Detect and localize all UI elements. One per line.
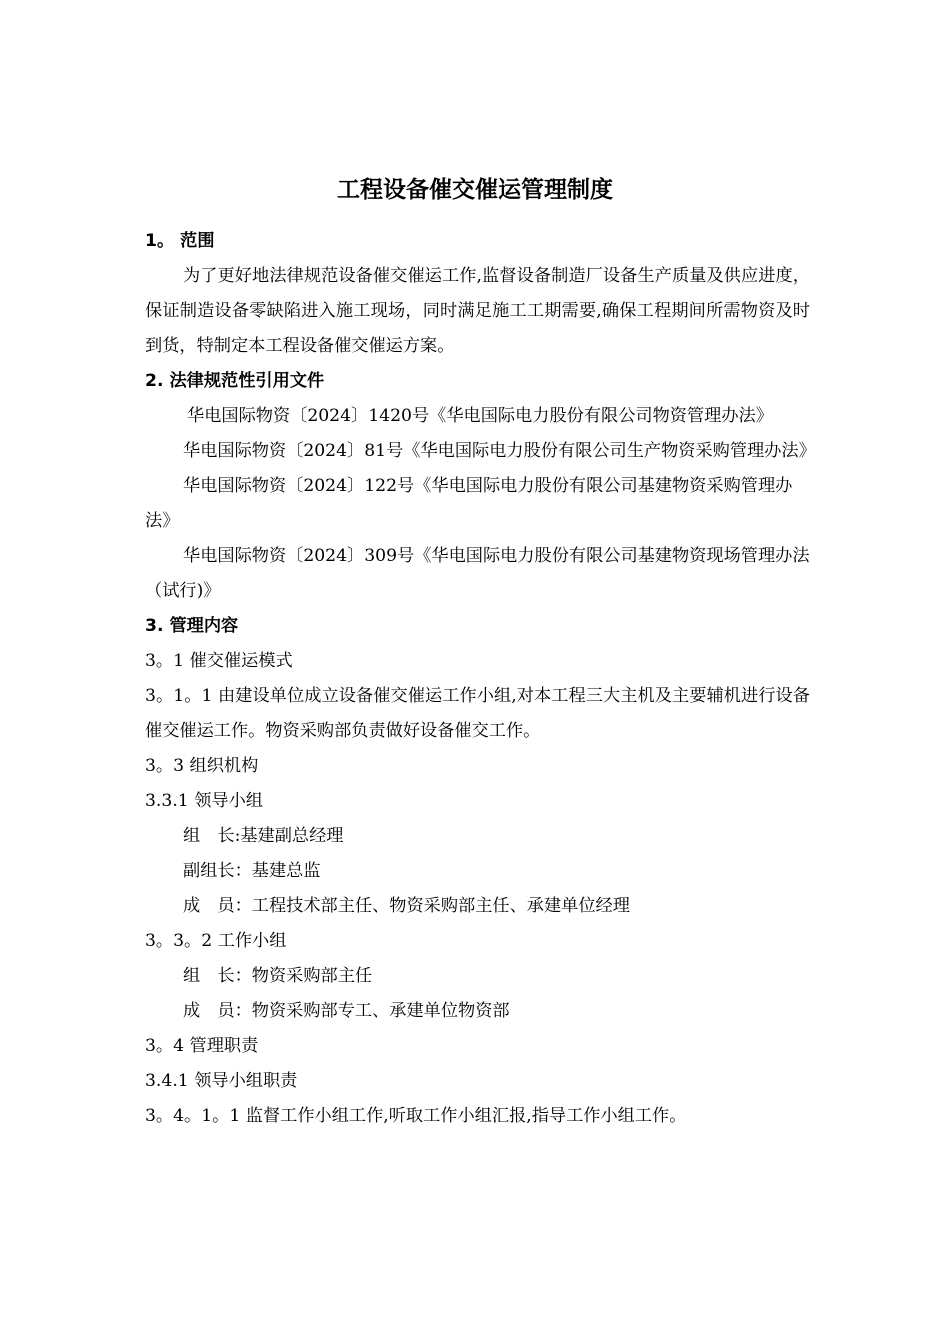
reference-item: 华电国际物资〔2024〕122号《华电国际电力股份有限公司基建物资采购管理办法》 <box>145 476 793 531</box>
section-1-heading: 1。 范围 <box>145 231 215 251</box>
subsection-3-3-1: 3.3.1 领导小组 <box>145 791 263 811</box>
document-body <box>145 224 816 1134</box>
subsection-3-3: 3。3 组织机构 <box>145 756 259 776</box>
work-group-member: 成 员：物资采购部专工、承建单位物资部 <box>183 1001 510 1021</box>
leader-group-member: 组 长:基建副总经理 <box>183 826 344 846</box>
subsection-3-4-1-1: 3。4。1。1 监督工作小组工作,听取工作小组汇报,指导工作小组工作。 <box>145 1106 687 1126</box>
section-2-heading: 2. 法律规范性引用文件 <box>145 371 325 391</box>
subsection-3-3-2: 3。3。2 工作小组 <box>145 931 287 951</box>
section-3-heading: 3. 管理内容 <box>145 616 239 636</box>
subsection-3-1: 3。1 催交催运模式 <box>145 651 293 671</box>
subsection-3-4-1: 3.4.1 领导小组职责 <box>145 1071 298 1091</box>
document-title: 工程设备催交催运管理制度 <box>337 177 613 203</box>
subsection-3-4: 3。4 管理职责 <box>145 1036 259 1056</box>
leader-group-member: 副组长：基建总监 <box>183 861 321 881</box>
section-1-paragraph: 为了更好地法律规范设备催交催运工作,监督设备制造厂设备生产质量及供应进度，保证制造设备零缺陷进入施工现场，同时满足施工工期需要,确保工程期间所需物资及时到货，特制定本工程设备催交催运方案。 <box>145 266 810 356</box>
leader-group-member: 成 员：工程技术部主任、物资采购部主任、承建单位经理 <box>183 896 630 916</box>
reference-item: 华电国际物资〔2024〕309号《华电国际电力股份有限公司基建物资现场管理办法（试行)》 <box>145 546 810 601</box>
reference-item: 华电国际物资〔2024〕81号《华电国际电力股份有限公司生产物资采购管理办法》 <box>183 441 816 461</box>
reference-item: 华电国际物资〔2024〕1420号《华电国际电力股份有限公司物资管理办法》 <box>187 406 773 426</box>
subsection-3-1-1: 3。1。1 由建设单位成立设备催交催运工作小组,对本工程三大主机及主要辅机进行设备催交催运工作。物资采购部负责做好设备催交工作。 <box>145 686 810 741</box>
work-group-member: 组 长：物资采购部主任 <box>183 966 373 986</box>
